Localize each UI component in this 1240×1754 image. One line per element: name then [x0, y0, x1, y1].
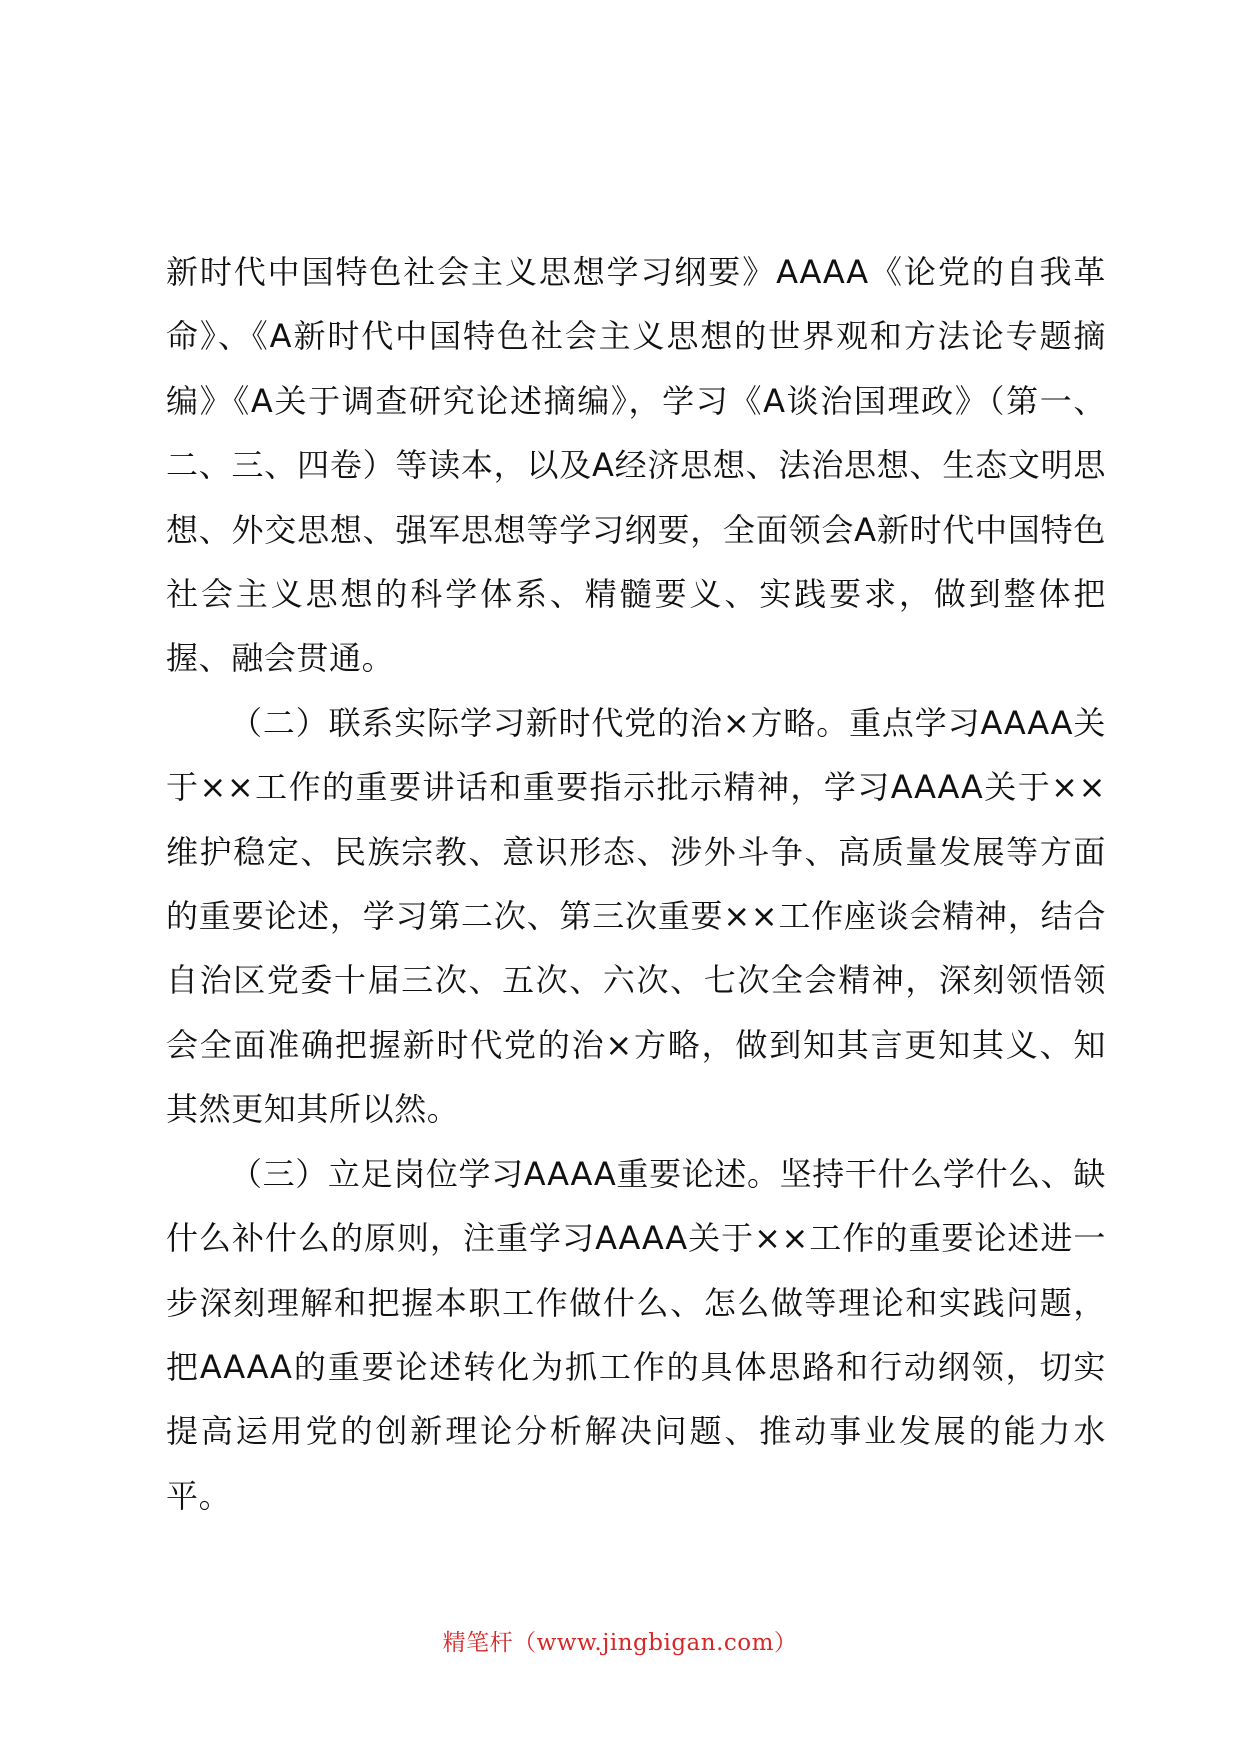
footer-watermark: 精笔杆（www.jingbigan.com）: [442, 1630, 798, 1656]
paragraph-3: （三）立足岗位学习AAAA重要论述。坚持干什么学什么、缺什么补什么的原则，注重学习AAAA关于××工作的重要论述进一步深刻理解和把握本职工作做什么、怎么做等理论和实践问题，把AAAA的重要论述转化为抓工作的具体思路和行动纲领，切实提高运用党的创新理论分析解决问题、推动事业发展的能力水平。: [166, 1154, 1106, 1515]
paragraph-2: （二）联系实际学习新时代党的治×方略。重点学习AAAA关于××工作的重要讲话和重要指示批示精神，学习AAAA关于××维护稳定、民族宗教、意识形态、涉外斗争、高质量发展等方面的重要论述，学习第二次、第三次重要××工作座谈会精神，结合自治区党委十届三次、五次、六次、七次全会精神，深刻领悟领会全面准确把握新时代党的治×方略，做到知其言更知其义、知其然更知其所以然。: [166, 703, 1106, 1129]
document-body: [166, 240, 1106, 1528]
paragraph-1: 新时代中国特色社会主义思想学习纲要》AAAA《论党的自我革命》、《A新时代中国特色社会主义思想的世界观和方法论专题摘编》《A关于调查研究论述摘编》，学习《A谈治国理政》（第一、二、三、四卷）等读本，以及A经济思想、法治思想、生态文明思想、外交思想、强军思想等学习纲要，全面领会A新时代中国特色社会主义思想的科学体系、精髓要义、实践要求，做到整体把握、融会贯通。: [166, 253, 1106, 678]
